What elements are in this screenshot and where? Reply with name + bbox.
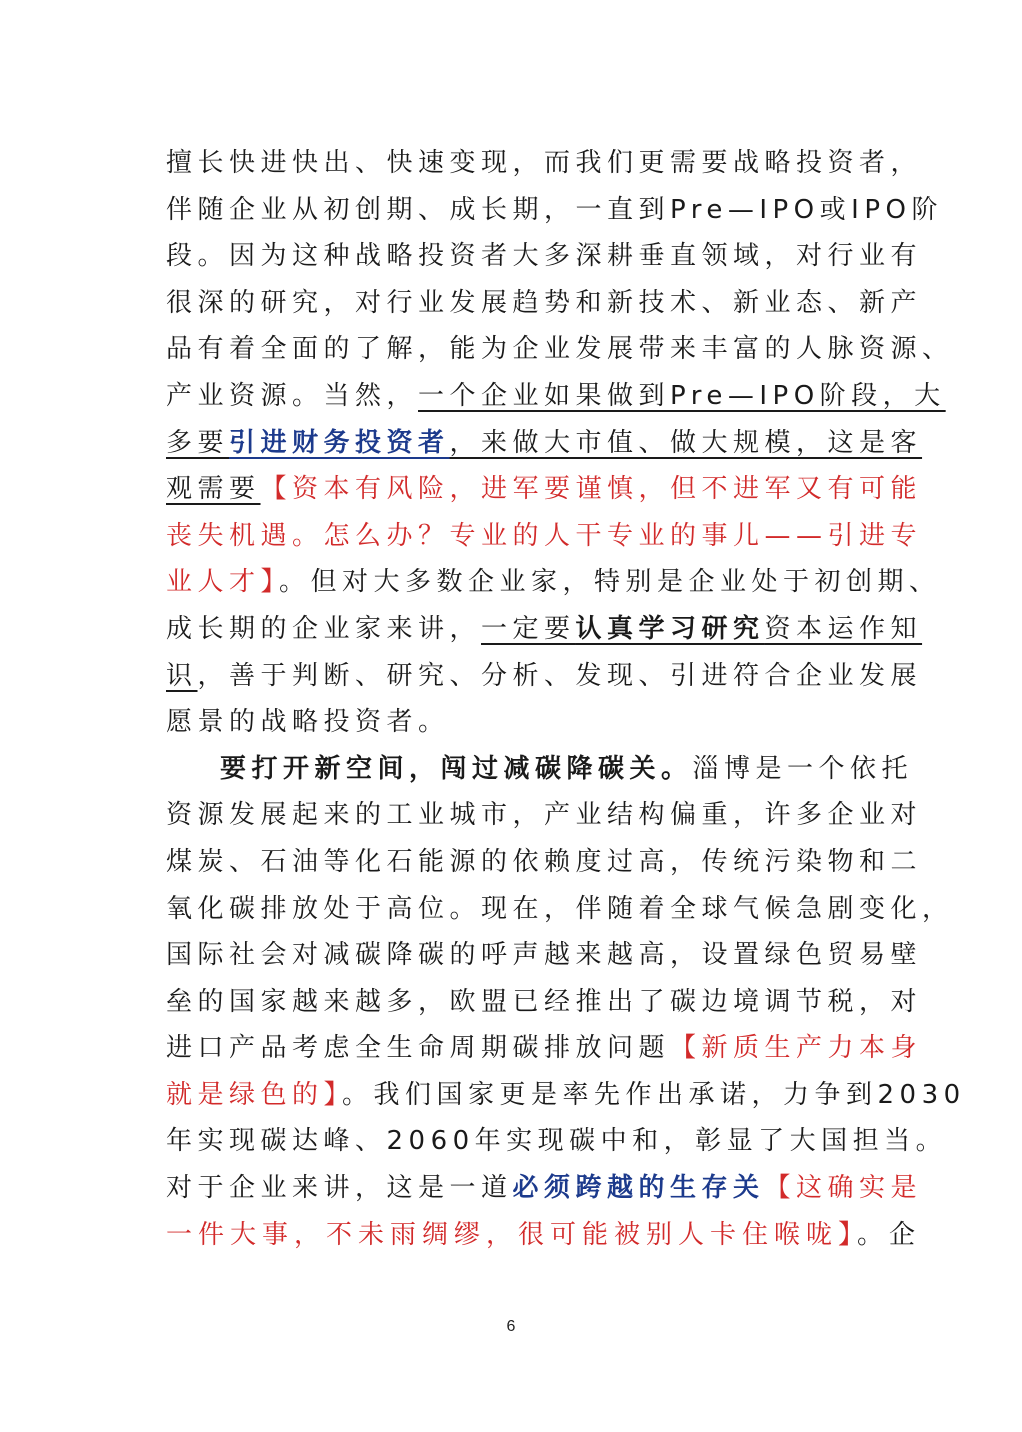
text-line — [166, 1025, 923, 1072]
text-run: 淄博是一个依托 — [692, 753, 914, 784]
text-run: 擅长快进快出、快速变现，而我们更需要战略投资者， — [166, 148, 923, 178]
text-run: 资源发展起来的工业城市，产业结构偏重，许多企业对 — [166, 800, 923, 831]
text-run: 品有着全面的了解，能为企业发展带来丰富的人脉资源、 — [166, 334, 954, 365]
red-annotation-text: 一件大事，不未雨绸缪，很可能被别人卡住喉咙】 — [166, 1219, 858, 1250]
text-run: 对于企业来讲，这是一道 — [166, 1173, 513, 1204]
red-annotation-text: 【新质生产力本身 — [670, 1033, 923, 1064]
underlined-text: 资本运作知 — [764, 613, 923, 644]
text-run: 年实现碳达峰、2060年实现碳中和，彰显了大国担当。 — [166, 1126, 948, 1157]
text-line — [166, 932, 923, 979]
text-line — [166, 606, 923, 653]
text-line — [166, 326, 954, 373]
underlined-text: 一个企业如果做到Pre—IPO阶段，大 — [418, 380, 946, 411]
text-line — [166, 140, 923, 187]
text-line — [166, 1072, 966, 1119]
text-line — [166, 1212, 922, 1259]
text-line — [166, 699, 856, 746]
text-run: 伴随企业从初创期、成长期，一直到Pre—IPO或IPO阶 — [166, 194, 943, 225]
text-line — [166, 559, 941, 606]
section-heading-text: 要打开新空间，闯过减碳降碳关。 — [220, 753, 693, 784]
emphasis-blue-text: 引进财务投资者 — [229, 427, 450, 458]
text-line — [166, 420, 923, 467]
bold-underlined-text: 认真学习研究 — [575, 613, 765, 644]
text-run: ，善于判断、研究、分析、发现、引进符合企业发展 — [197, 660, 923, 691]
text-line — [166, 746, 914, 793]
text-run: 进口产品考虑全生命周期碳排放问题 — [166, 1033, 671, 1064]
red-annotation-text: 丧失机遇。怎么办？专业的人干专业的事儿——引进专 — [166, 520, 923, 551]
text-run: 很深的研究，对行业发展趋势和新技术、新业态、新产 — [166, 287, 923, 318]
text-line — [166, 839, 923, 886]
red-annotation-text: 业人才】 — [166, 567, 280, 598]
text-line — [166, 187, 943, 234]
text-run: 产业资源。当然， — [166, 380, 419, 411]
underlined-text: 一定要 — [481, 613, 576, 644]
text-run: 段。因为这种战略投资者大多深耕垂直领域，对行业有 — [166, 241, 923, 272]
underlined-text: 观需要 — [166, 474, 261, 505]
text-line — [166, 373, 946, 420]
text-line — [166, 466, 923, 513]
text-run: 垒的国家越来越多，欧盟已经推出了碳边境调节税，对 — [166, 986, 923, 1017]
text-line — [166, 280, 923, 327]
red-annotation-text: 就是绿色的】 — [166, 1079, 343, 1110]
text-line — [166, 886, 954, 933]
text-run: 成长期的企业家来讲， — [166, 613, 482, 644]
red-annotation-text: 【这确实是 — [764, 1173, 923, 1204]
text-run: 愿景的战略投资者。 — [166, 707, 450, 738]
underlined-text: ，来做大市值、做大规模，这是客 — [449, 427, 923, 458]
text-line — [166, 513, 923, 560]
text-run: 。我们国家更是率先作出承诺，力争到2030 — [342, 1079, 966, 1110]
body-text — [166, 140, 966, 1258]
text-line — [166, 233, 923, 280]
text-line — [166, 653, 923, 700]
text-line — [166, 792, 923, 839]
underlined-text: 多要 — [166, 427, 230, 458]
text-run: 煤炭、石油等化石能源的依赖度过高，传统污染物和二 — [166, 846, 923, 877]
page-number: 6 — [506, 1318, 516, 1335]
text-run: 国际社会对减碳降碳的呼声越来越高，设置绿色贸易壁 — [166, 940, 923, 971]
text-line — [166, 1118, 948, 1165]
text-run: 。但对大多数企业家，特别是企业处于初创期、 — [279, 567, 941, 598]
text-run: 氧化碳排放处于高位。现在，伴随着全球气候急剧变化， — [166, 893, 954, 924]
red-annotation-text: 资本有风险，进军要谨慎，但不进军又有可能 — [292, 474, 923, 505]
text-line — [166, 1165, 923, 1212]
text-line — [166, 979, 923, 1026]
text-run: 。企 — [857, 1219, 922, 1250]
emphasis-blue-text: 必须跨越的生存关 — [512, 1173, 765, 1204]
annotation-bracket: 【 — [260, 474, 293, 505]
underlined-text: 识 — [166, 660, 198, 691]
